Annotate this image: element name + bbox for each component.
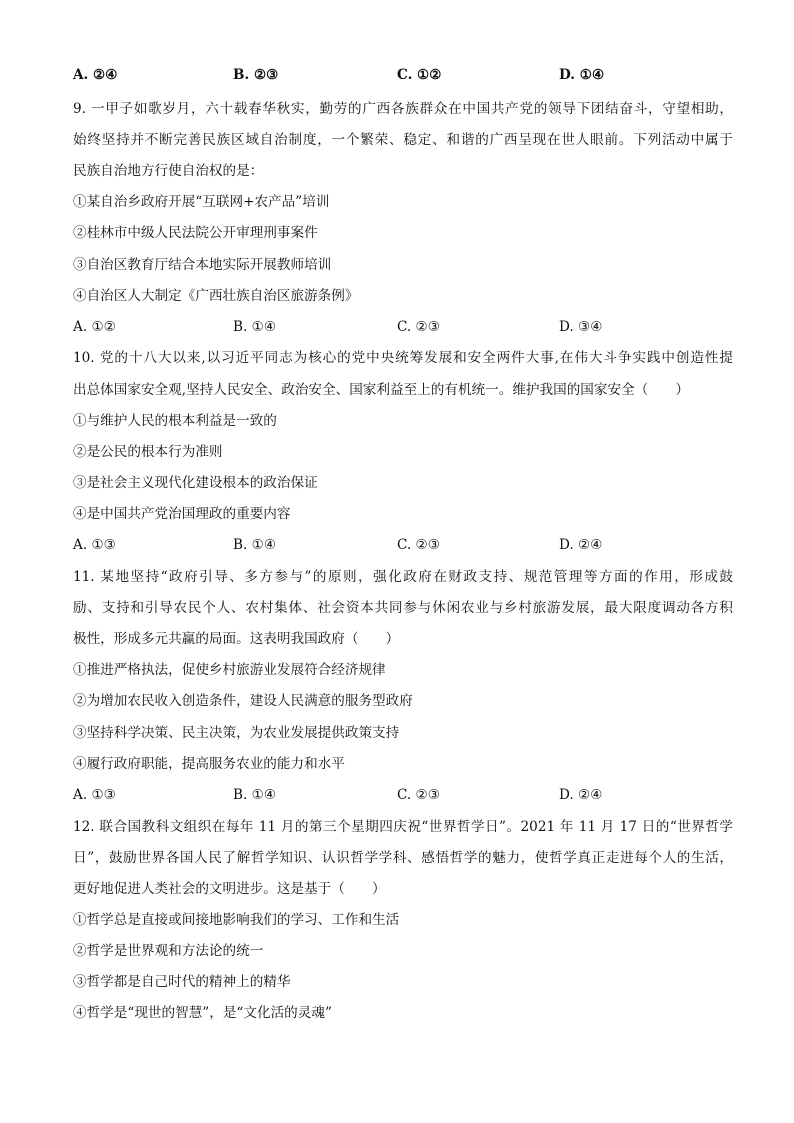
q11-option-d[interactable]: D. ②④	[559, 787, 603, 803]
q9-option-b[interactable]: B. ①④	[233, 319, 277, 335]
q9-item-1: ①某自治乡政府开展“互联网+农产品”培训	[73, 194, 330, 210]
q10-option-d[interactable]: D. ②④	[559, 537, 603, 553]
q8-option-a[interactable]: A. ②④	[73, 67, 118, 83]
q10-stem-line-1: 10. 党的十八大以来,以习近平同志为核心的党中央统筹发展和安全两件大事,在伟大斗争实践中创造性提	[73, 350, 733, 366]
q11-stem-line-3: 极性，形成多元共赢的局面。这表明我国政府（ ）	[73, 631, 400, 647]
q12-item-4: ④哲学是“现世的智慧”，是“文化活的灵魂”	[73, 1005, 332, 1021]
q9-stem-line-3: 民族自治地方行使自治权的是：	[73, 163, 264, 179]
q9-stem-line-1: 9. 一甲子如歌岁月，六十载春华秋实，勤劳的广西各族群众在中国共产党的领导下团结奋斗，守望相助，	[73, 101, 733, 117]
q9-stem-line-2: 始终坚持并不断完善民族区域自治制度，一个繁荣、稳定、和谐的广西呈现在世人眼前。下列活动中属于	[73, 132, 733, 148]
q11-options	[73, 786, 733, 804]
q10-item-1: ①与维护人民的根本利益是一致的	[73, 413, 277, 429]
q11-stem-line-1: 11. 某地坚持“政府引导、多方参与”的原则，强化政府在财政支持、规范管理等方面的作用，形成鼓	[73, 569, 733, 585]
q11-item-1: ①推进严格执法，促使乡村旅游业发展符合经济规律	[73, 662, 386, 678]
q9-item-4: ④自治区人大制定《广西壮族自治区旅游条例》	[73, 288, 359, 304]
q10-item-4: ④是中国共产党治国理政的重要内容	[73, 506, 291, 522]
q8-option-d[interactable]: D. ①④	[559, 67, 605, 83]
q8-option-b[interactable]: B. ②③	[233, 67, 279, 83]
q9-option-a[interactable]: A. ①②	[73, 319, 116, 335]
q10-item-3: ③是社会主义现代化建设根本的政治保证	[73, 475, 318, 491]
q10-option-c[interactable]: C. ②③	[397, 537, 440, 553]
q10-item-2: ②是公民的根本行为准则	[73, 444, 223, 460]
q12-stem-line-2: 日”，鼓励世界各国人民了解哲学知识、认识哲学学科、感悟哲学的魅力，使哲学真正走进每个人的生活，	[73, 850, 733, 866]
q10-option-b[interactable]: B. ①④	[233, 537, 277, 553]
q8-options	[73, 66, 733, 84]
q9-options	[73, 318, 733, 336]
q11-item-3: ③坚持科学决策、民主决策，为农业发展提供政策支持	[73, 725, 400, 741]
q12-item-1: ①哲学总是直接或间接地影响我们的学习、工作和生活	[73, 912, 400, 928]
q10-stem-line-2: 出总体国家安全观,坚持人民安全、政治安全、国家利益至上的有机统一。维护我国的国家安全（ ）	[73, 382, 690, 398]
q11-option-c[interactable]: C. ②③	[397, 787, 440, 803]
q9-item-2: ②桂林市中级人民法院公开审理刑事案件	[73, 225, 318, 241]
q9-option-c[interactable]: C. ②③	[397, 319, 440, 335]
q11-item-4: ④履行政府职能，提高服务农业的能力和水平	[73, 756, 345, 772]
q10-option-a[interactable]: A. ①③	[73, 537, 116, 553]
q11-item-2: ②为增加农民收入创造条件，建设人民满意的服务型政府	[73, 693, 413, 709]
q9-option-d[interactable]: D. ③④	[559, 319, 603, 335]
q11-stem-line-2: 励、支持和引导农民个人、农村集体、社会资本共同参与休闲农业与乡村旅游发展，最大限度调动各方积	[73, 600, 733, 616]
q11-option-a[interactable]: A. ①③	[73, 787, 116, 803]
q8-option-c[interactable]: C. ①②	[397, 67, 442, 83]
q12-stem-line-1: 12. 联合国教科文组织在每年 11 月的第三个星期四庆祝“世界哲学日”。2021 年 11 月 17 日的“世界哲学	[73, 819, 733, 835]
q10-options	[73, 536, 733, 554]
q12-stem-line-3: 更好地促进人类社会的文明进步。这是基于（ ）	[73, 881, 386, 897]
q12-item-3: ③哲学都是自己时代的精神上的精华	[73, 974, 291, 990]
q11-option-b[interactable]: B. ①④	[233, 787, 277, 803]
q9-item-3: ③自治区教育厅结合本地实际开展教师培训	[73, 257, 332, 273]
q12-item-2: ②哲学是世界观和方法论的统一	[73, 943, 264, 959]
